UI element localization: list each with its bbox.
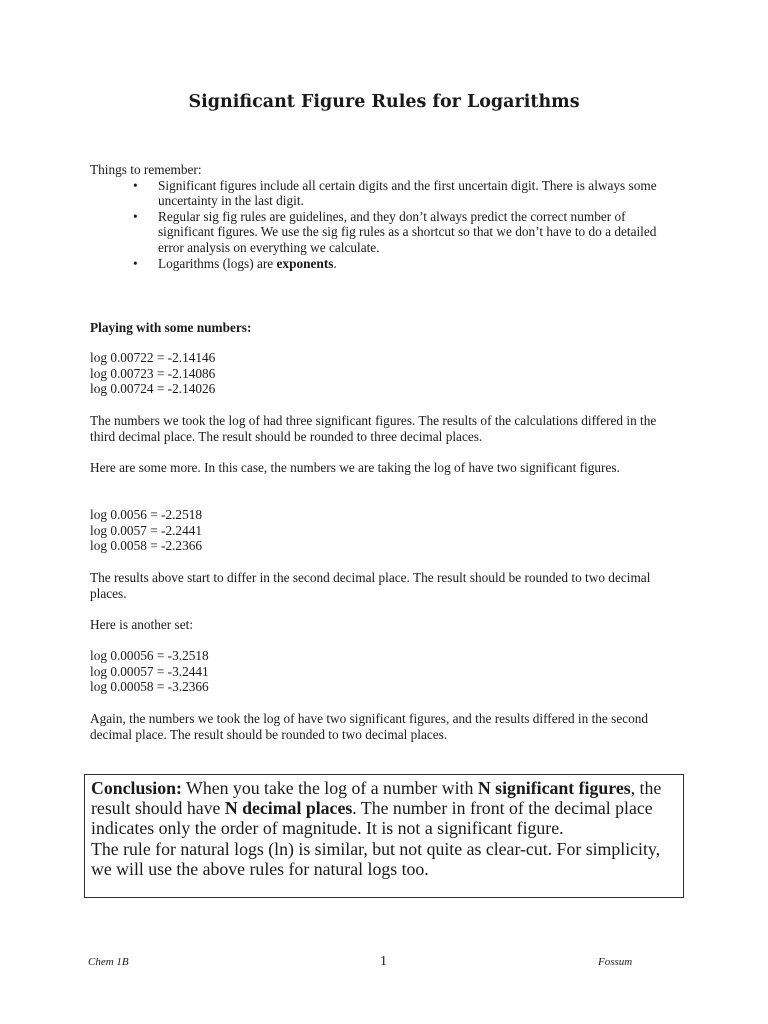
reminder-item: • Significant figures include all certain digits and the first uncertain digit. There is always some uncertainty in the last digit. — [158, 178, 680, 209]
conclusion-bold: N significant figures — [477, 778, 631, 798]
log-set-2 — [90, 507, 680, 554]
paragraph: The results above start to differ in the second decimal place. The result should be rounded to two decimal places. — [90, 570, 651, 601]
log-line: log 0.00056 = -3.2518 — [90, 648, 209, 663]
log-line: log 0.00057 = -3.2441 — [90, 663, 209, 679]
paragraph: The numbers we took the log of had three significant figures. The results of the calculations differed in the third decimal place. The result should be rounded to three decimal places. — [90, 413, 657, 444]
log-line: log 0.00724 = -2.14026 — [90, 381, 216, 397]
footer-page-number: 1 — [380, 954, 387, 969]
reminder-bold: exponents — [276, 255, 334, 271]
conclusion-line-2: The rule for natural logs (ln) is similar, but not quite as clear-cut. For simplicity, we will use the above rules for natural logs too. — [91, 838, 661, 879]
reminder-text: Logarithms (logs) are — [158, 255, 277, 271]
conclusion-bold: N decimal places — [224, 798, 353, 819]
conclusion-box — [84, 774, 684, 898]
log-line: log 0.00722 = -2.14146 — [90, 350, 216, 365]
conclusion-text: . The number in front of the decimal place indicates only the order of magnitude. It is not a significant figure. — [91, 798, 653, 839]
things-to-remember-section — [90, 162, 680, 271]
log-set-1 — [90, 350, 680, 397]
conclusion-text: , the result should have — [91, 778, 662, 819]
paragraph: Here is another set: — [90, 616, 194, 632]
reminder-item: • Regular sig fig rules are guidelines, and they don’t always predict the correct number of significant figures. We use the sig fig rules as a shortcut so that we don’t have to do a detailed error analysis on everything we calculate. — [158, 209, 680, 256]
footer-author: Fossum — [598, 956, 633, 968]
log-line: log 0.00058 = -3.2366 — [90, 679, 209, 695]
conclusion-label: Conclusion: — [91, 778, 182, 798]
log-line: log 0.0057 = -2.2441 — [90, 522, 203, 538]
reminder-text: . — [333, 255, 337, 271]
reminder-item — [158, 256, 680, 272]
paragraph: Again, the numbers we took the log of have two significant figures, and the results differed in the second decimal place. The result should be rounded to two decimal places. — [90, 711, 649, 742]
conclusion-text: When you take the log of a number with — [181, 778, 478, 798]
intro-heading: Things to remember: — [90, 162, 202, 177]
conclusion-paragraph — [91, 778, 677, 839]
log-set-3 — [90, 648, 680, 695]
paragraph: Here are some more. In this case, the numbers we are taking the log of have two significant figures. — [90, 460, 620, 475]
section-heading: Playing with some numbers: — [90, 320, 252, 335]
reminder-list — [90, 178, 680, 272]
log-line: log 0.00723 = -2.14086 — [90, 365, 216, 381]
paragraph-group — [90, 570, 680, 632]
log-line: log 0.0058 = -2.2366 — [90, 538, 203, 554]
log-line: log 0.0056 = -2.2518 — [90, 507, 203, 522]
page-title: Significant Figure Rules for Logarithms — [188, 92, 580, 112]
footer-course: Chem 1B — [88, 956, 129, 968]
